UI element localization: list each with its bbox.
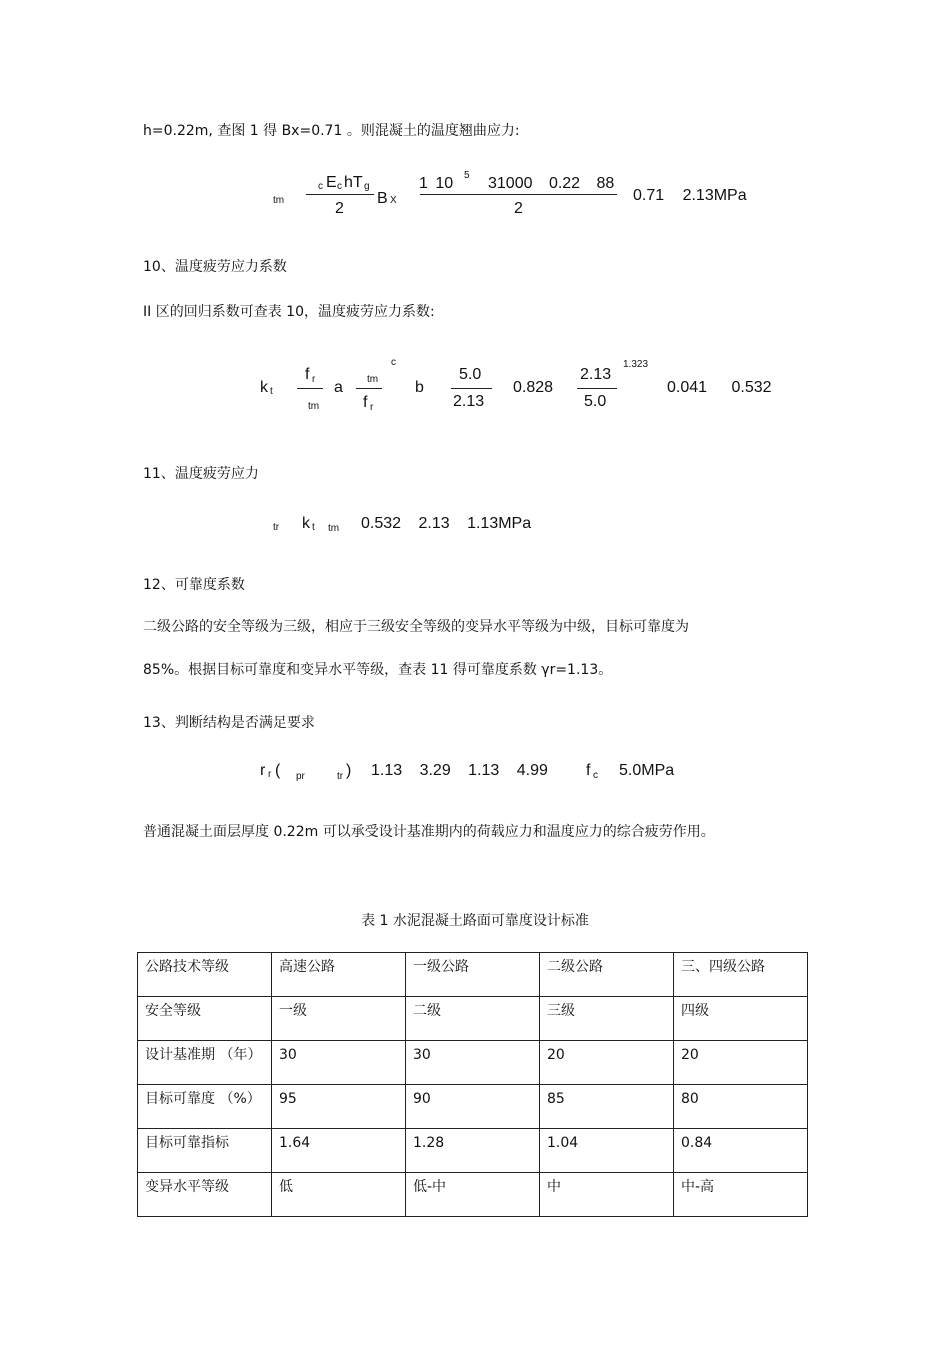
conclusion-text: 普通混凝土面层厚度 0.22m 可以承受设计基准期内的荷载应力和温度应力的综合疲劳作用。 [143, 824, 715, 840]
eq2-frac-num: 5.0 [459, 366, 482, 383]
eq1-fraction-bar-1 [306, 194, 374, 195]
table-cell: 30 [272, 1041, 406, 1085]
eq2-fraction-bar-3 [451, 388, 492, 389]
eq3-sub-t: t [312, 522, 315, 533]
eq2-f2: f [363, 394, 368, 411]
eq3-k: k [302, 515, 310, 532]
table-row [138, 1173, 808, 1217]
table-row [138, 1085, 808, 1129]
table-cell: 1.64 [272, 1129, 406, 1173]
eq4-sub-tr: tr [337, 771, 344, 782]
section-11-heading: 11、温度疲劳应力 [143, 466, 259, 482]
table-cell: 中 [540, 1173, 674, 1217]
eq4-open-paren: ( [275, 762, 281, 779]
table-cell: 0.84 [674, 1129, 808, 1173]
eq2-fraction-bar-2 [356, 388, 382, 389]
eq2-frac-den: 2.13 [453, 393, 485, 410]
eq2-tail: 0.041 0.532 [667, 379, 772, 396]
text-line-1: h=0.22m, 查图 1 得 Bx=0.71 。则混凝土的温度翘曲应力: [143, 123, 520, 139]
eq4-r: r [260, 762, 266, 779]
eq2-b: b [415, 379, 424, 396]
table-cell: 中-高 [674, 1173, 808, 1217]
eq2-frac2-den: 5.0 [584, 393, 607, 410]
table-cell: 20 [674, 1041, 808, 1085]
eq1-fraction-bar-2 [420, 194, 617, 195]
table-cell: 95 [272, 1085, 406, 1129]
section-12-text-1: 二级公路的安全等级为三级，相应于三级安全等级的变异水平等级为中级，目标可靠度为 [143, 619, 689, 635]
eq2-sub-r2: r [370, 402, 374, 413]
eq4-sub-c: c [593, 770, 598, 781]
table-cell: 四级 [674, 997, 808, 1041]
eq1-num-2a: 1 10 [419, 175, 454, 192]
table-cell: 三、四级公路 [674, 953, 808, 997]
eq1-den-1: 2 [335, 200, 344, 217]
section-12-heading: 12、可靠度系数 [143, 577, 245, 593]
table-cell: 85 [540, 1085, 674, 1129]
table-cell: 低-中 [406, 1173, 540, 1217]
eq1-E: E [326, 174, 337, 191]
table-cell: 高速公路 [272, 953, 406, 997]
table-cell: 90 [406, 1085, 540, 1129]
table-cell: 1.28 [406, 1129, 540, 1173]
table-row-header-cell: 公路技术等级 [138, 953, 272, 997]
eq2-f1: f [305, 366, 310, 383]
eq1-lhs-subscript: tm [273, 195, 285, 206]
table-cell: 一级 [272, 997, 406, 1041]
eq3-sub-tm: tm [328, 523, 340, 534]
eq2-0828: 0.828 [513, 379, 554, 396]
eq4-result: 5.0MPa [619, 762, 675, 779]
eq4-values: 1.13 3.29 1.13 4.99 [371, 762, 548, 779]
table-row-header-cell: 安全等级 [138, 997, 272, 1041]
eq2-exp-2: 1.323 [623, 359, 649, 370]
eq4-close-paren: ) [346, 762, 352, 779]
table-row [138, 997, 808, 1041]
eq2-k: k [260, 379, 268, 396]
eq1-result: 0.71 2.13MPa [633, 187, 747, 204]
table-cell: 低 [272, 1173, 406, 1217]
eq1-den-2: 2 [514, 200, 523, 217]
table-row [138, 1041, 808, 1085]
eq1-sub-c2: c [337, 181, 342, 192]
reliability-design-table [137, 952, 808, 1217]
table-row [138, 953, 808, 997]
section-13-heading: 13、判断结构是否满足要求 [143, 715, 315, 731]
table-row-header-cell: 设计基准期 （年） [138, 1041, 272, 1085]
eq2-fraction-bar-1 [297, 388, 323, 389]
eq4-sub-r: r [268, 769, 272, 780]
table-cell: 1.04 [540, 1129, 674, 1173]
section-12-text-2: 85%。根据目标可靠度和变异水平等级，查表 11 得可靠度系数 γr=1.13。 [143, 662, 613, 678]
table-row-header-cell: 目标可靠指标 [138, 1129, 272, 1173]
eq1-hT: hT [344, 174, 363, 191]
eq2-exp-c: c [391, 357, 396, 368]
eq2-fraction-bar-4 [577, 388, 617, 389]
table-row-header-cell: 目标可靠度 （%） [138, 1085, 272, 1129]
table-cell: 30 [406, 1041, 540, 1085]
table-cell: 20 [540, 1041, 674, 1085]
eq2-sub-r1: r [312, 374, 316, 385]
table-row [138, 1129, 808, 1173]
eq2-num-tm: tm [367, 374, 379, 385]
eq3-lhs-subscript: tr [273, 522, 280, 533]
section-10-heading: 10、温度疲劳应力系数 [143, 259, 287, 275]
eq1-B: B [377, 190, 388, 207]
eq4-f: f [586, 762, 591, 779]
table-row-header-cell: 变异水平等级 [138, 1173, 272, 1217]
table-cell: 二级公路 [540, 953, 674, 997]
table-cell: 80 [674, 1085, 808, 1129]
table-cell: 三级 [540, 997, 674, 1041]
eq1-sub-g: g [364, 181, 370, 192]
eq3-values: 0.532 2.13 1.13MPa [361, 515, 532, 532]
eq1-num-2b: 31000 0.22 88 [488, 175, 615, 192]
table-cell: 一级公路 [406, 953, 540, 997]
eq4-sub-pr: pr [296, 771, 305, 782]
eq2-a: a [334, 379, 343, 396]
eq1-exponent: 5 [464, 170, 470, 181]
section-10-text: II 区的回归系数可查表 10，温度疲劳应力系数: [143, 304, 435, 320]
eq2-den-tm: tm [308, 401, 320, 412]
eq1-sub-c: c [318, 181, 323, 192]
eq1-sub-X: X [390, 195, 397, 206]
eq2-sub-t: t [270, 386, 273, 397]
eq2-frac2-num: 2.13 [580, 366, 612, 383]
table-title: 表 1 水泥混凝土路面可靠度设计标准 [361, 913, 589, 929]
table-cell: 二级 [406, 997, 540, 1041]
